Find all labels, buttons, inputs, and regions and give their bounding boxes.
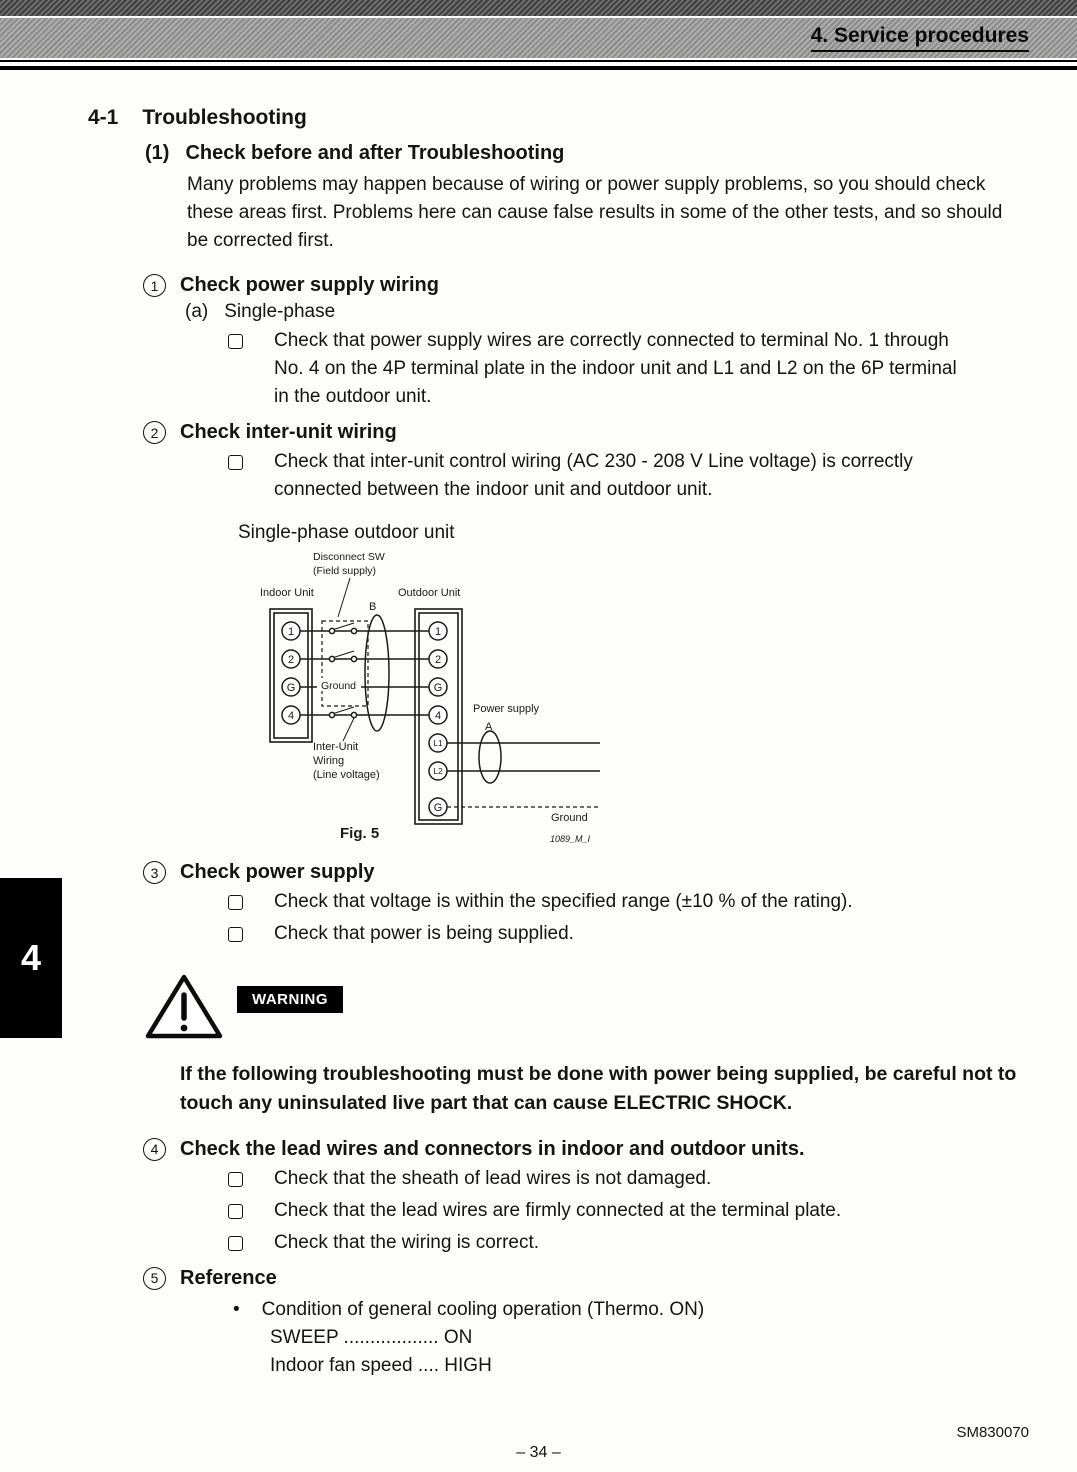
wiring-diagram-figure	[255, 546, 735, 846]
diagram-label-a: A	[485, 721, 493, 733]
bullet-icon: •	[233, 1298, 240, 1320]
switch-blade-2	[332, 651, 354, 658]
check-item	[228, 920, 1035, 948]
header-texture-band-dark	[0, 0, 1077, 16]
step1-heading	[143, 274, 1035, 297]
outdoor-terminal-2-label: 2	[434, 654, 442, 666]
header-rule-thick	[0, 66, 1077, 70]
check-item	[228, 327, 1035, 411]
check-item	[228, 448, 1035, 504]
circled-number-4-icon: 4	[143, 1138, 166, 1161]
wiring-diagram	[255, 546, 1035, 851]
switch-contact-icon	[329, 712, 334, 717]
circled-number-5-icon: 5	[143, 1267, 166, 1290]
warning-block	[145, 972, 1035, 1042]
check-item	[228, 1165, 1035, 1193]
diagram-label-inter-unit-3: (Line voltage)	[313, 769, 380, 781]
step2-heading	[143, 421, 1035, 444]
diagram-label-field-supply: (Field supply)	[313, 565, 377, 577]
checkbox-icon	[228, 927, 243, 942]
indoor-terminal-1-label: 1	[287, 626, 295, 638]
outdoor-terminal-g-label: G	[433, 682, 443, 694]
reference-item	[233, 1296, 1035, 1324]
cable-bundle-b-oval	[365, 615, 389, 731]
header-texture-band-light	[0, 18, 1077, 58]
step3-heading	[143, 861, 1035, 884]
step1-sub-label: (a)	[185, 301, 209, 322]
disconnect-sw-leader-line	[338, 578, 350, 617]
section-number: 4-1	[88, 106, 119, 129]
check-item-text: Check that the sheath of lead wires is not damaged.	[274, 1167, 712, 1189]
page-number: – 34 –	[516, 1444, 561, 1461]
diagram-label-inter-unit-1: Inter-Unit	[313, 741, 359, 753]
outdoor-terminal-l2-label: L2	[433, 766, 443, 776]
checkbox-icon	[228, 334, 243, 349]
inter-unit-leader-line	[343, 718, 354, 741]
diagram-label-ground-mid: Ground	[321, 680, 357, 692]
indoor-terminal-g-label: G	[286, 682, 296, 694]
outdoor-terminal-1-label: 1	[434, 626, 442, 638]
document-body	[0, 106, 1077, 1380]
circled-number-3-icon: 3	[143, 861, 166, 884]
figure-number: Fig. 5	[340, 825, 380, 842]
cable-bundle-a-oval	[479, 731, 501, 783]
switch-blade-1	[332, 623, 354, 630]
switch-contact-icon	[351, 628, 356, 633]
switch-contact-icon	[351, 712, 356, 717]
switch-contact-icon	[329, 628, 334, 633]
check-item-text: Check that voltage is within the specified range (±10 % of the rating).	[274, 891, 853, 912]
document-code: SM830070	[956, 1424, 1029, 1441]
check-item	[228, 1197, 1035, 1225]
header-rule-thin	[0, 60, 1077, 62]
diagram-label-indoor-unit: Indoor Unit	[260, 587, 314, 599]
subsection-title: Check before and after Troubleshooting	[185, 142, 565, 164]
step4-title: Check the lead wires and connectors in indoor and outdoor units.	[180, 1137, 805, 1160]
check-item-text: Check that inter-unit control wiring (AC 230 - 208 V Line voltage) is correctly connected between the indoor unit and outdoor unit.	[274, 451, 913, 500]
check-item	[228, 888, 1035, 916]
indoor-terminal-4-label: 4	[287, 710, 295, 722]
diagram-label-disconnect-sw: Disconnect SW	[313, 551, 385, 563]
checkbox-icon	[228, 1236, 243, 1251]
switch-blade-4	[332, 707, 354, 714]
check-item-text: Check that power supply wires are correctly connected to terminal No. 1 through No. 4 on the 4P terminal plate in the indoor unit and L1 and L2 on the 6P terminal in the outdoor unit.	[274, 330, 957, 407]
checkbox-icon	[228, 1172, 243, 1187]
step1-title: Check power supply wiring	[180, 274, 439, 296]
circled-number-1-icon: 1	[143, 274, 166, 297]
diagram-label-ground-bottom: Ground	[551, 812, 588, 824]
header-title: 4. Service procedures	[811, 24, 1029, 52]
outdoor-terminal-4-label: 4	[434, 710, 442, 722]
step1-sub-text: Single-phase	[224, 301, 336, 322]
intro-paragraph: Many problems may happen because of wiring or power supply problems, so you should check these areas first. Problems here can cause false results in some of the other tests, and so should be corrected first.	[187, 174, 1003, 251]
figure-code: 1089_M_I	[550, 834, 591, 844]
chapter-tab: 4	[0, 878, 62, 1038]
diagram-label-inter-unit-2: Wiring	[313, 755, 345, 767]
step2-title: Check inter-unit wiring	[180, 421, 397, 443]
reference-line-sweep: SWEEP .................. ON	[270, 1326, 473, 1348]
indoor-terminal-2-label: 2	[287, 654, 295, 666]
disconnect-sw-dashed-box	[322, 621, 368, 706]
outdoor-terminal-l1-label: L1	[433, 738, 443, 748]
checkbox-icon	[228, 895, 243, 910]
diagram-label-b: B	[369, 601, 377, 613]
diagram-label-power-supply: Power supply	[473, 703, 540, 715]
warning-badge: WARNING	[237, 986, 343, 1013]
reference-item-text: Condition of general cooling operation (Thermo. ON)	[261, 1298, 705, 1320]
subsection-heading	[145, 142, 1035, 165]
warning-text: If the following troubleshooting must be done with power being supplied, be careful not to touch any uninsulated live part that can cause ELECTRIC SHOCK.	[180, 1063, 1017, 1114]
page-header	[0, 0, 1077, 70]
section-heading	[88, 106, 1035, 130]
switch-contact-icon	[329, 656, 334, 661]
step3-title: Check power supply	[180, 861, 375, 883]
switch-contact-icon	[351, 656, 356, 661]
check-item-text: Check that the lead wires are firmly connected at the terminal plate.	[274, 1199, 842, 1221]
warning-triangle-icon	[145, 972, 225, 1042]
check-item	[228, 1229, 1035, 1257]
circled-number-2-icon: 2	[143, 421, 166, 444]
step5-heading	[143, 1267, 1035, 1290]
outdoor-terminal-g2-label: G	[433, 802, 443, 814]
step4-heading	[143, 1138, 1035, 1161]
diagram-caption: Single-phase outdoor unit	[238, 522, 455, 543]
check-item-text: Check that the wiring is correct.	[274, 1231, 540, 1253]
checkbox-icon	[228, 1204, 243, 1219]
diagram-label-outdoor-unit: Outdoor Unit	[398, 587, 461, 599]
step1-sub-item	[185, 301, 1035, 323]
section-title: Troubleshooting	[142, 106, 307, 129]
step5-title: Reference	[180, 1266, 277, 1289]
check-item-text: Check that power is being supplied.	[274, 923, 574, 944]
checkbox-icon	[228, 455, 243, 470]
reference-line-fan-speed: Indoor fan speed .... HIGH	[270, 1354, 492, 1376]
subsection-number: (1)	[145, 142, 170, 164]
